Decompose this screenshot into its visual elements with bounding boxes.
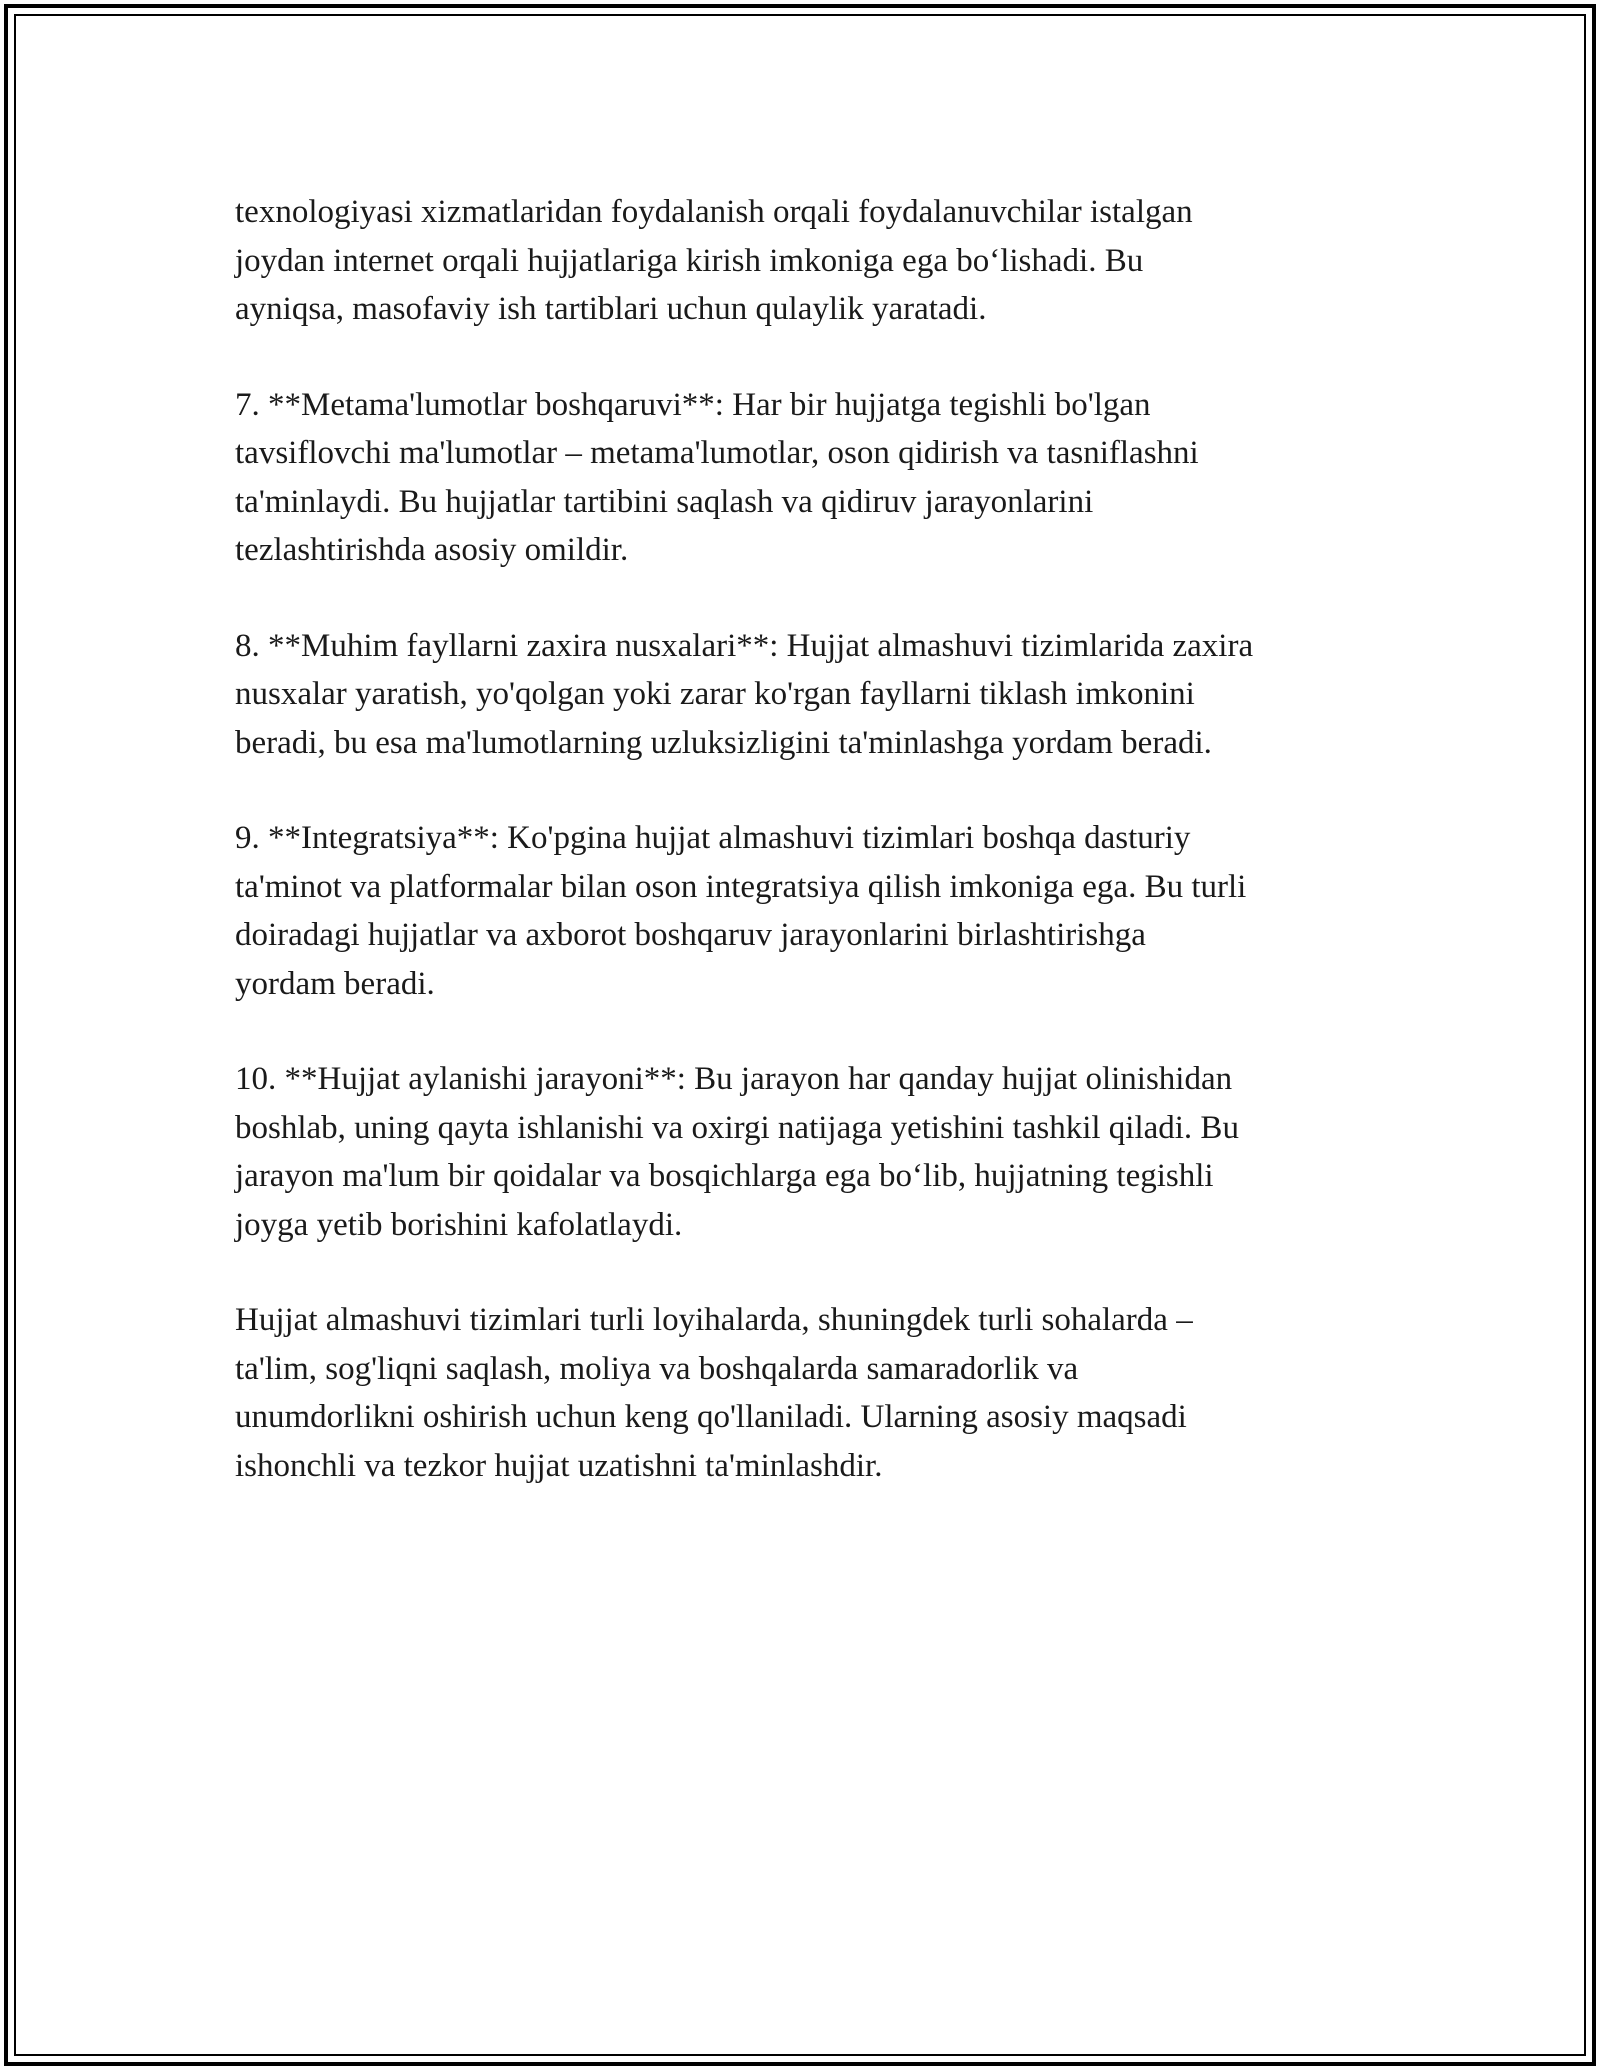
document-body xyxy=(235,188,1385,1537)
paragraph-document-workflow: 10. **Hujjat aylanishi jarayoni**: Bu jarayon har qanday hujjat olinishidan boshlab, uning qayta ishlanishi va oxirgi natijaga yetishini tashkil qiladi. Bu jarayon ma'lum bir qoidalar va bosqichlarga ega bo‘lib, hujjatning tegishli joyga yetib borishini kafolatlaydi. xyxy=(235,1061,1239,1243)
paragraph-file-backups: 8. **Muhim fayllarni zaxira nusxalari**: Hujjat almashuvi tizimlarida zaxira nusxalar yaratish, yo'qolgan yoki zarar ko'rgan fayllarni tiklash imkonini beradi, bu esa ma'lumotlarning uzluksizligini ta'minlashga yordam beradi. xyxy=(235,627,1254,761)
paragraph-conclusion: Hujjat almashuvi tizimlari turli loyihalarda, shuningdek turli sohalarda – ta'lim, sog'liqni saqlash, moliya va boshqalarda samaradorlik va unumdorlikni oshirish uchun keng qo'llaniladi. Ularning asosiy maqsadi ishonchli va tezkor hujjat uzatishni ta'minlashdir. xyxy=(235,1302,1193,1484)
paragraph-cloud-access: texnologiyasi xizmatlaridan foydalanish orqali foydalanuvchilar istalgan joydan internet orqali hujjatlariga kirish imkoniga ega bo‘lishadi. Bu ayniqsa, masofaviy ish tartiblari uchun qulaylik yaratadi. xyxy=(235,194,1193,327)
paragraph-integration: 9. **Integratsiya**: Ko'pgina hujjat almashuvi tizimlari boshqa dasturiy ta'minot va platformalar bilan oson integratsiya qilish imkoniga ega. Bu turli doiradagi hujjatlar va axborot boshqaruv jarayonlarini birlashtirishga yordam beradi. xyxy=(235,820,1247,1002)
paragraph-metadata-management: 7. **Metama'lumotlar boshqaruvi**: Har bir hujjatga tegishli bo'lgan tavsiflovchi ma'lumotlar – metama'lumotlar, oson qidirish va tasniflashni ta'minlaydi. Bu hujjatlar tartibini saqlash va qidiruv jarayonlarini tezlashtirishda asosiy omildir. xyxy=(235,386,1199,568)
